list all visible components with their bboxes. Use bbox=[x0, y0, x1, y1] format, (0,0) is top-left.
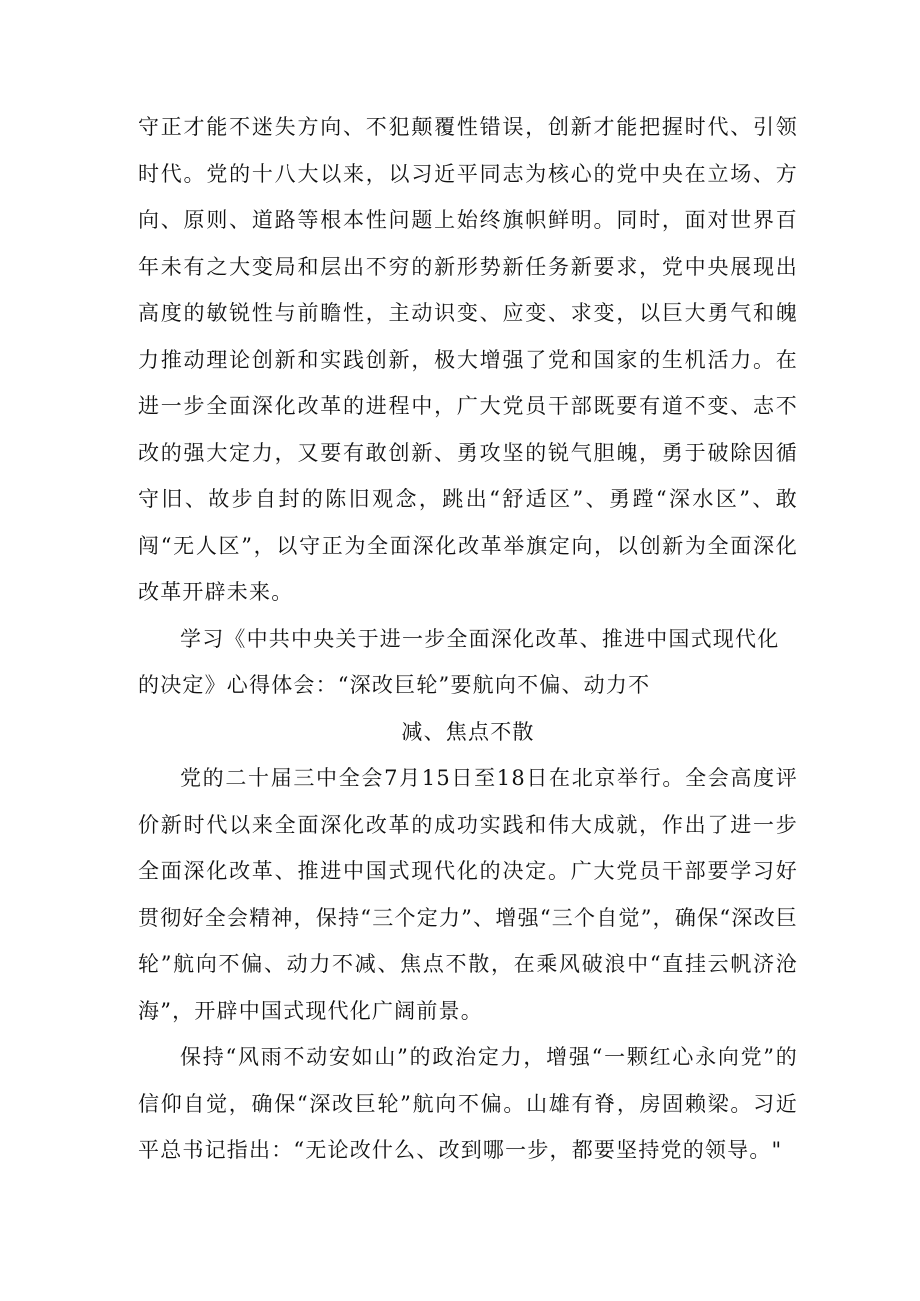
article-title-tail: 减、焦点不散 bbox=[401, 719, 535, 744]
article-title: 学习《中共中央关于进一步全面深化改革、推进中国式现代化的决定》心得体会：“深改巨轮”要航向不偏、动力不 bbox=[138, 626, 780, 697]
document-body bbox=[138, 104, 798, 1174]
intro-paragraph: 党的二十届三中全会7月15日至18日在北京举行。全会高度评价新时代以来全面深化改革的成功实践和伟大成就，作出了进一步全面深化改革、推进中国式现代化的决定。广大党员干部要学习好贯彻好全会精神，保持“三个定力”、增强“三个自觉”，确保“深改巨轮”航向不偏、动力不减、焦点不散，在乘风破浪中“直挂云帆济沧海”，开辟中国式现代化广阔前景。 bbox=[138, 766, 798, 1023]
continuation-paragraph: 守正才能不迷失方向、不犯颠覆性错误，创新才能把握时代、引领时代。党的十八大以来，以习近平同志为核心的党中央在立场、方向、原则、道路等根本性问题上始终旗帜鲜明。同时，面对世界百年未有之大变局和层出不穷的新形势新任务新要求，党中央展现出高度的敏锐性与前瞻性，主动识变、应变、求变，以巨大勇气和魄力推动理论创新和实践创新，极大增强了党和国家的生机活力。在进一步全面深化改革的进程中，广大党员干部既要有道不变、志不改的强大定力，又要有敢创新、勇攻坚的锐气胆魄，勇于破除因循守旧、故步自封的陈旧观念，跳出“舒适区”、勇蹚“深水区”、敢闯“无人区”，以守正为全面深化改革举旗定向，以创新为全面深化改革开辟未来。 bbox=[138, 115, 798, 604]
point-one-paragraph: 保持“风雨不动安如山”的政治定力，增强“一颗红心永向党”的信仰自觉，确保“深改巨轮”航向不偏。山雄有脊，房固赖梁。习近平总书记指出：“无论改什么、改到哪一步，都要坚持党的领导。" bbox=[138, 1045, 798, 1162]
